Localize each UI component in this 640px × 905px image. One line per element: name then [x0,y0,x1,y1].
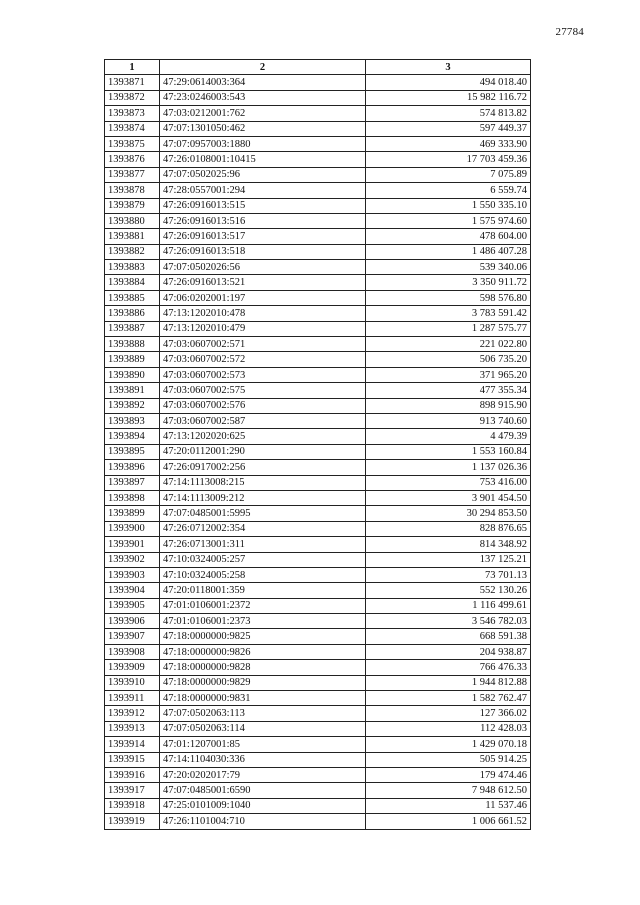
cadastral-number-cell: 47:03:0607002:573 [160,367,366,382]
value-cell: 15 982 116.72 [366,90,531,105]
value-cell: 17 703 459.36 [366,152,531,167]
cadastral-number-cell: 47:26:0916013:517 [160,229,366,244]
table-row [105,213,531,228]
cadastral-number-cell: 47:18:0000000:9825 [160,629,366,644]
value-cell: 371 965.20 [366,367,531,382]
row-number-cell: 1393909 [105,660,160,675]
value-cell: 204 938.87 [366,644,531,659]
row-number-cell: 1393913 [105,721,160,736]
row-number-cell: 1393908 [105,644,160,659]
cadastral-number-cell: 47:28:0557001:294 [160,183,366,198]
cadastral-number-cell: 47:14:1104030:336 [160,752,366,767]
table-row [105,767,531,782]
table-row [105,721,531,736]
value-cell: 1 486 407.28 [366,244,531,259]
cadastral-number-cell: 47:23:0246003:543 [160,90,366,105]
row-number-cell: 1393902 [105,552,160,567]
table-row [105,798,531,813]
cadastral-number-cell: 47:01:0106001:2373 [160,614,366,629]
value-cell: 1 006 661.52 [366,814,531,829]
cadastral-number-cell: 47:26:0916013:515 [160,198,366,213]
row-number-cell: 1393900 [105,521,160,536]
cadastral-number-cell: 47:20:0112001:290 [160,444,366,459]
row-number-cell: 1393895 [105,444,160,459]
table-row [105,706,531,721]
cadastral-number-cell: 47:26:0916013:518 [160,244,366,259]
table-row [105,152,531,167]
row-number-cell: 1393886 [105,306,160,321]
value-cell: 7 075.89 [366,167,531,182]
table-header-row [105,60,531,75]
row-number-cell: 1393885 [105,290,160,305]
table-row [105,413,531,428]
value-cell: 469 333.90 [366,136,531,151]
row-number-cell: 1393889 [105,352,160,367]
value-cell: 766 476.33 [366,660,531,675]
value-cell: 221 022.80 [366,337,531,352]
value-cell: 828 876.65 [366,521,531,536]
cadastral-number-cell: 47:03:0607002:587 [160,413,366,428]
cadastral-number-cell: 47:06:0202001:197 [160,290,366,305]
cadastral-number-cell: 47:07:0485001:6590 [160,783,366,798]
row-number-cell: 1393906 [105,614,160,629]
row-number-cell: 1393892 [105,398,160,413]
cadastral-number-cell: 47:10:0324005:257 [160,552,366,567]
value-cell: 597 449.37 [366,121,531,136]
table-row [105,475,531,490]
value-cell: 127 366.02 [366,706,531,721]
table-row [105,321,531,336]
table-row [105,383,531,398]
row-number-cell: 1393911 [105,691,160,706]
value-cell: 494 018.40 [366,75,531,90]
cadastral-number-cell: 47:14:1113009:212 [160,490,366,505]
cadastral-number-cell: 47:01:0106001:2372 [160,598,366,613]
cadastral-number-cell: 47:07:1301050:462 [160,121,366,136]
cadastral-number-cell: 47:03:0607002:572 [160,352,366,367]
table-row [105,737,531,752]
value-cell: 753 416.00 [366,475,531,490]
cadastral-number-cell: 47:07:0502025:96 [160,167,366,182]
row-number-cell: 1393874 [105,121,160,136]
table-row [105,490,531,505]
row-number-cell: 1393893 [105,413,160,428]
value-cell: 898 915.90 [366,398,531,413]
table-row [105,306,531,321]
value-cell: 3 546 782.03 [366,614,531,629]
value-cell: 552 130.26 [366,583,531,598]
table-row [105,290,531,305]
cadastral-number-cell: 47:18:0000000:9831 [160,691,366,706]
row-number-cell: 1393916 [105,767,160,782]
cadastral-number-cell: 47:03:0607002:571 [160,337,366,352]
cadastral-number-cell: 47:03:0607002:576 [160,398,366,413]
cadastral-number-cell: 47:07:0502063:113 [160,706,366,721]
row-number-cell: 1393871 [105,75,160,90]
table-row [105,598,531,613]
value-cell: 137 125.21 [366,552,531,567]
cadastral-number-cell: 47:26:0713001:311 [160,537,366,552]
table-row [105,614,531,629]
table-row [105,367,531,382]
value-cell: 1 944 812.88 [366,675,531,690]
cadastral-number-cell: 47:07:0957003:1880 [160,136,366,151]
row-number-cell: 1393899 [105,506,160,521]
table-row [105,429,531,444]
table-row [105,552,531,567]
cadastral-number-cell: 47:20:0118001:359 [160,583,366,598]
cadastral-number-cell: 47:26:0917002:256 [160,460,366,475]
table-row [105,167,531,182]
table-row [105,121,531,136]
row-number-cell: 1393907 [105,629,160,644]
row-number-cell: 1393882 [105,244,160,259]
cadastral-number-cell: 47:25:0101009:1040 [160,798,366,813]
table-row [105,136,531,151]
row-number-cell: 1393875 [105,136,160,151]
cadastral-number-cell: 47:18:0000000:9826 [160,644,366,659]
row-number-cell: 1393873 [105,106,160,121]
value-cell: 814 348.92 [366,537,531,552]
column-header-1: 1 [105,60,160,75]
value-cell: 1 575 974.60 [366,213,531,228]
value-cell: 505 914.25 [366,752,531,767]
value-cell: 3 783 591.42 [366,306,531,321]
table-row [105,583,531,598]
table-row [105,521,531,536]
value-cell: 179 474.46 [366,767,531,782]
row-number-cell: 1393879 [105,198,160,213]
cadastral-number-cell: 47:03:0607002:575 [160,383,366,398]
row-number-cell: 1393912 [105,706,160,721]
value-cell: 506 735.20 [366,352,531,367]
table-row [105,444,531,459]
cadastral-number-cell: 47:14:1113008:215 [160,475,366,490]
value-cell: 1 287 575.77 [366,321,531,336]
cadastral-number-cell: 47:07:0485001:5995 [160,506,366,521]
value-cell: 539 340.06 [366,260,531,275]
cadastral-number-cell: 47:26:0712002:354 [160,521,366,536]
row-number-cell: 1393901 [105,537,160,552]
table-row [105,814,531,829]
row-number-cell: 1393915 [105,752,160,767]
cadastral-number-cell: 47:10:0324005:258 [160,567,366,582]
cadastral-number-cell: 47:07:0502063:114 [160,721,366,736]
data-table [104,59,531,830]
value-cell: 30 294 853.50 [366,506,531,521]
page-number: 27784 [555,26,584,38]
column-header-2: 2 [160,60,366,75]
table-row [105,352,531,367]
row-number-cell: 1393887 [105,321,160,336]
cadastral-number-cell: 47:01:1207001:85 [160,737,366,752]
value-cell: 1 550 335.10 [366,198,531,213]
row-number-cell: 1393903 [105,567,160,582]
cadastral-number-cell: 47:29:0614003:364 [160,75,366,90]
table-row [105,398,531,413]
row-number-cell: 1393917 [105,783,160,798]
cadastral-number-cell: 47:26:1101004:710 [160,814,366,829]
table-row [105,567,531,582]
value-cell: 4 479.39 [366,429,531,444]
table-row [105,644,531,659]
table-row [105,660,531,675]
table-row [105,75,531,90]
table-row [105,506,531,521]
cadastral-number-cell: 47:03:0212001:762 [160,106,366,121]
value-cell: 1 553 160.84 [366,444,531,459]
value-cell: 1 582 762.47 [366,691,531,706]
row-number-cell: 1393872 [105,90,160,105]
cadastral-number-cell: 47:13:1202010:478 [160,306,366,321]
value-cell: 477 355.34 [366,383,531,398]
value-cell: 1 116 499.61 [366,598,531,613]
value-cell: 73 701.13 [366,567,531,582]
row-number-cell: 1393919 [105,814,160,829]
row-number-cell: 1393896 [105,460,160,475]
value-cell: 913 740.60 [366,413,531,428]
row-number-cell: 1393897 [105,475,160,490]
row-number-cell: 1393877 [105,167,160,182]
table-row [105,337,531,352]
row-number-cell: 1393914 [105,737,160,752]
row-number-cell: 1393898 [105,490,160,505]
table-row [105,260,531,275]
row-number-cell: 1393891 [105,383,160,398]
value-cell: 1 137 026.36 [366,460,531,475]
row-number-cell: 1393905 [105,598,160,613]
value-cell: 11 537.46 [366,798,531,813]
row-number-cell: 1393894 [105,429,160,444]
table-row [105,537,531,552]
table-row [105,460,531,475]
row-number-cell: 1393880 [105,213,160,228]
table-row [105,229,531,244]
row-number-cell: 1393918 [105,798,160,813]
table-row [105,183,531,198]
table-row [105,675,531,690]
cadastral-number-cell: 47:26:0108001:10415 [160,152,366,167]
value-cell: 1 429 070.18 [366,737,531,752]
value-cell: 574 813.82 [366,106,531,121]
cadastral-number-cell: 47:13:1202020:625 [160,429,366,444]
row-number-cell: 1393890 [105,367,160,382]
value-cell: 112 428.03 [366,721,531,736]
cadastral-number-cell: 47:18:0000000:9828 [160,660,366,675]
cadastral-number-cell: 47:07:0502026:56 [160,260,366,275]
value-cell: 3 350 911.72 [366,275,531,290]
value-cell: 598 576.80 [366,290,531,305]
row-number-cell: 1393888 [105,337,160,352]
table-row [105,783,531,798]
row-number-cell: 1393910 [105,675,160,690]
row-number-cell: 1393884 [105,275,160,290]
value-cell: 668 591.38 [366,629,531,644]
table-row [105,198,531,213]
table-row [105,244,531,259]
cadastral-number-cell: 47:26:0916013:521 [160,275,366,290]
row-number-cell: 1393904 [105,583,160,598]
value-cell: 478 604.00 [366,229,531,244]
row-number-cell: 1393878 [105,183,160,198]
row-number-cell: 1393881 [105,229,160,244]
table-row [105,106,531,121]
row-number-cell: 1393876 [105,152,160,167]
column-header-3: 3 [366,60,531,75]
table-body [105,75,531,829]
value-cell: 6 559.74 [366,183,531,198]
cadastral-number-cell: 47:18:0000000:9829 [160,675,366,690]
cadastral-number-cell: 47:13:1202010:479 [160,321,366,336]
value-cell: 7 948 612.50 [366,783,531,798]
value-cell: 3 901 454.50 [366,490,531,505]
table-row [105,629,531,644]
table-row [105,275,531,290]
table-row [105,691,531,706]
table-row [105,90,531,105]
table-row [105,752,531,767]
row-number-cell: 1393883 [105,260,160,275]
cadastral-number-cell: 47:20:0202017:79 [160,767,366,782]
cadastral-number-cell: 47:26:0916013:516 [160,213,366,228]
